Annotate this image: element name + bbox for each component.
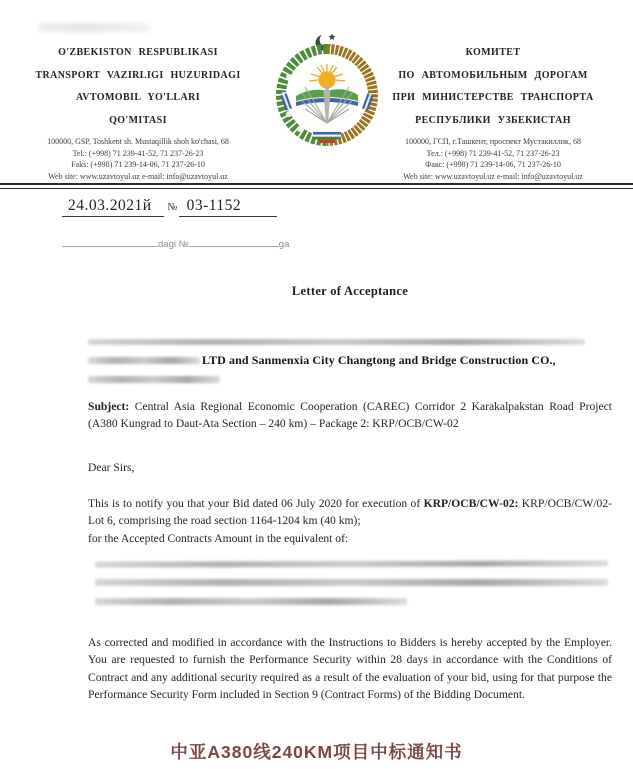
tel-line: Tel.: (+998) 71 239-41-52, 71 237-26-23 [72,148,204,158]
form-blank-line [62,237,289,250]
address-line: 100000, GSP, Toshkent sh. Mustaqillik shoh ko'chasi, 68 [47,137,229,146]
number-sign: № [167,202,178,213]
form-ga-label: ga [278,239,290,250]
org-title-line: ПРИ МИНИСТЕРСТВЕ ТРАНСПОРТА [392,92,594,103]
header-divider-rule [0,183,633,189]
salutation: Dear Sirs, [88,461,135,474]
reference-line [62,197,277,215]
contact-block-right [364,136,622,182]
closing-paragraph: As corrected and modified in accordance with the Instructions to Bidders is hereby accepted by the Employer. You are requested to furnish the Performance Security within 28 days in accordance with the Conditions of Contract and any additional security required as a result of the evaluation of your bid, using for that purpose the Performance Security Form included in Section 9 (Contract Forms) of the Bidding Document. [88,636,612,701]
web-line: Web site: www.uzavtoyul.uz e-mail: info@uzavtoyul.uz [48,171,228,181]
notification-paragraph [88,495,612,547]
notify-amount-intro: for the Accepted Contracts Amount in the equivalent of: [88,531,349,545]
org-title-line: РЕСПУБЛИКИ УЗБЕКИСТАН [415,114,571,126]
uzbekistan-coat-of-arms-icon [276,30,378,150]
notify-pre-text: This is to notify you that your Bid dated 06 July 2020 for execution of [88,497,424,510]
org-title-line: TRANSPORT VAZIRLIGI HUZURIDAGI [35,69,241,81]
fax-line: Факс: (+998) 71 239-14-06, 71 237-26-10 [425,160,561,169]
subject-label: Subject: [88,400,130,413]
redacted-amount-line [95,598,407,605]
scan-smudge [38,23,150,32]
redacted-amount-line [95,579,608,586]
org-title-line: КОМИТЕТ [465,47,521,58]
fax-line: Faks: (+998) 71 239-14-06, 71 237-26-10 [71,160,205,169]
addressee-text: LTD and Sanmenxia City Changtong and Bridge Construction CO., [202,353,556,367]
addressee-line [88,353,612,368]
reference-date: 24.03.2021й [62,197,164,217]
form-dagi-label: dagi № [158,239,189,250]
blank-underline [62,237,158,247]
web-line: Web site: www.uzavtoyul.uz e-mail: info@uzavtoyul.uz [403,171,583,181]
redacted-line [88,339,585,345]
reference-number: 03-1152 [179,197,278,217]
tel-line: Тел.: (+998) 71 239-41-52, 71 237-26-23 [426,148,560,158]
org-title-line: ПО АВТОМОБИЛЬНЫМ ДОРОГАМ [398,69,588,81]
redacted-line [88,376,220,383]
org-title-line: AVTOMOBIL YO'LLARI [75,92,201,103]
subject-text: Central Asia Regional Economic Cooperation (CAREC) Corridor 2 Karakalpakstan Road Project (A380 Kungrad to Daut-Ata Section – 240 km) – Package 2: KRP/OCB/CW-02 [88,400,612,431]
header-right-russian [364,42,622,182]
blank-underline [189,237,279,247]
org-title-line: QO'MITASI [109,114,167,126]
notify-post-text: KRP/OCB/CW/02-Lot 6, comprising the road section 1164-1204 km (40 km); [88,497,612,528]
notify-body [88,495,612,530]
letter-title: Letter of Acceptance [291,284,409,298]
redacted-amounts-block [95,561,608,605]
redacted-company-name [88,357,200,364]
redacted-amount-line [95,560,608,567]
header-left-uzbek [12,42,264,182]
org-title-line: O'ZBEKISTON RESPUBLIKASI [58,47,218,58]
caption-text: 中亚A380线240KM项目中标通知书 [170,742,463,762]
contact-block-left [12,136,264,182]
addressee-block [88,339,612,383]
notify-contract-ref: KRP/OCB/CW-02: [423,497,519,510]
address-line: 100000, ГСП, г.Ташкент, проспект Мустакиллик, 68 [405,137,581,146]
subject-paragraph [88,398,612,433]
